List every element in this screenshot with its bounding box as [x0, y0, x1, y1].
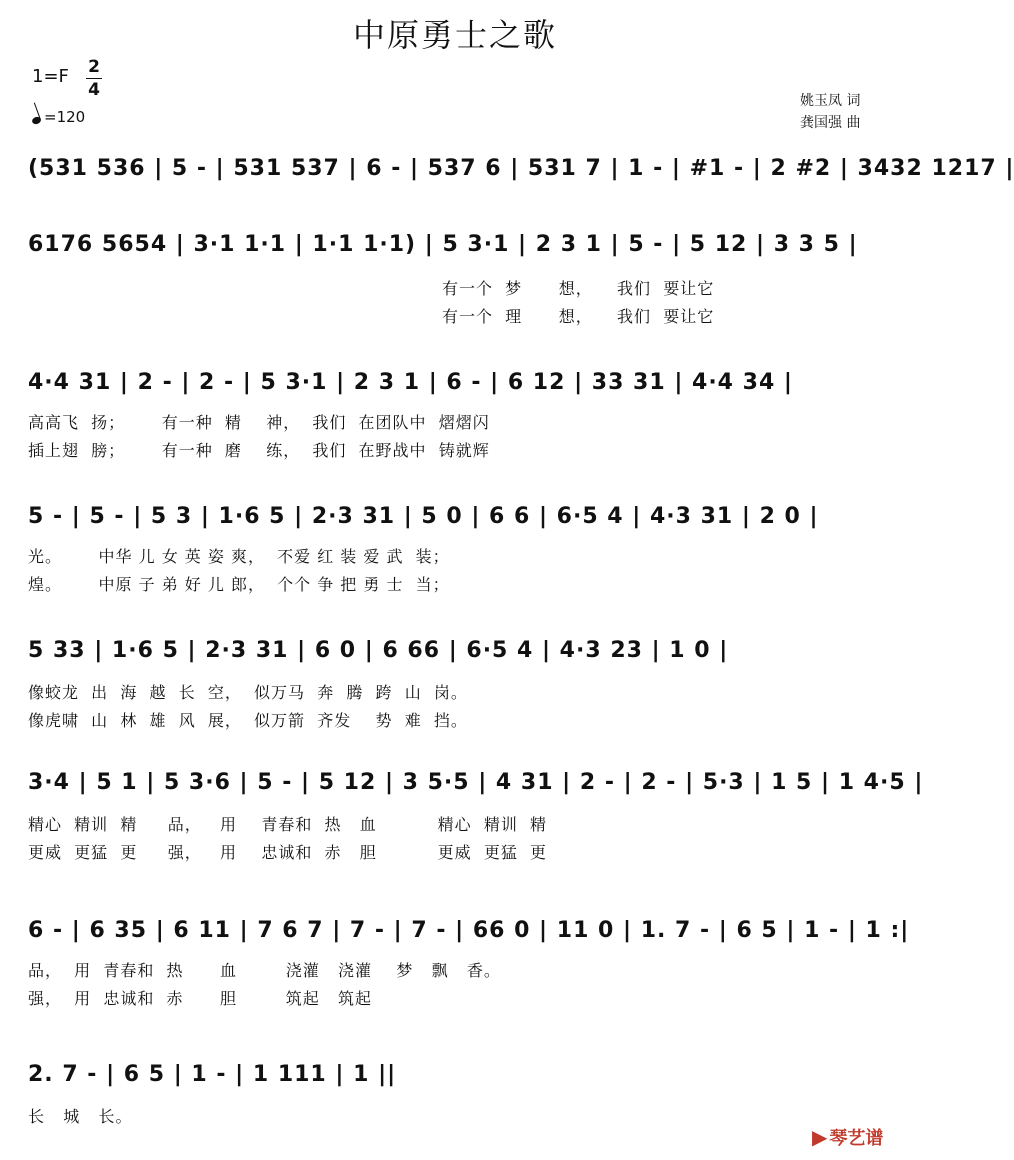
lyricist-credit: 姚玉凤 词 — [800, 93, 861, 109]
lyric-verse-1: 精心 精训 精 品， 用 青春和 热 血 精心 精训 精 — [28, 815, 548, 834]
lyric-verse-1: 品， 用 青春和 热 血 浇灌 浇灌 梦 飘 香。 — [28, 961, 501, 980]
melody-line: (531 536 | 5 - | 531 537 | 6 - | 537 6 | 531 7 | 1 - | #1 - | 2 #2 | 3432 1217 | — [28, 156, 1014, 181]
lyric-verse-1: 有一个 梦 想， 我们 要让它 — [442, 279, 715, 298]
song-title: 中原勇士之歌 — [352, 16, 557, 54]
lyric-verse-2: 像虎啸 山 林 雄 风 展， 似万箭 齐发 势 难 挡。 — [28, 711, 468, 730]
quarter-note-icon — [31, 116, 42, 126]
melody-line: 3·4 | 5 1 | 5 3·6 | 5 - | 5 12 | 3 5·5 | 4 31 | 2 - | 2 - | 5·3 | 1 5 | 1 4·5 | — [28, 770, 924, 795]
melody-line: 4·4 31 | 2 - | 2 - | 5 3·1 | 2 3 1 | 6 - | 6 12 | 33 31 | 4·4 34 | — [28, 370, 793, 395]
logo-icon: ▶ — [812, 1125, 828, 1149]
watermark-text: 琴艺谱 — [829, 1128, 884, 1149]
melody-line: 5 - | 5 - | 5 3 | 1·6 5 | 2·3 31 | 5 0 | 6 6 | 6·5 4 | 4·3 31 | 2 0 | — [28, 504, 819, 529]
key-signature: 1=F — [32, 66, 69, 87]
time-sig-top: 2 — [88, 57, 100, 77]
tempo-marking — [32, 108, 85, 126]
lyric-verse-1: 长 城 长。 — [28, 1107, 133, 1126]
time-signature — [86, 56, 102, 101]
lyric-verse-2: 插上翅 膀； 有一种 磨 练， 我们 在野战中 铸就辉 — [28, 441, 490, 460]
melody-line: 2. 7 - | 6 5 | 1 - | 1 111 | 1 || — [28, 1062, 397, 1087]
time-sig-bottom: 4 — [86, 78, 102, 101]
melody-line: 6176 5654 | 3·1 1·1 | 1·1 1·1) | 5 3·1 | 2 3 1 | 5 - | 5 12 | 3 3 5 | — [28, 232, 858, 257]
composer-credit: 龚国强 曲 — [800, 115, 861, 131]
watermark-logo — [812, 1124, 883, 1150]
lyric-verse-1: 光。 中华 儿 女 英 姿 爽， 不爱 红 装 爱 武 装； — [28, 547, 450, 566]
lyric-verse-2: 煌。 中原 子 弟 好 儿 郎， 个个 争 把 勇 士 当； — [28, 575, 450, 594]
lyric-verse-2: 有一个 理 想， 我们 要让它 — [442, 307, 715, 326]
tempo-value: =120 — [44, 108, 86, 126]
lyric-verse-1: 像蛟龙 出 海 越 长 空， 似万马 奔 腾 跨 山 岗。 — [28, 683, 468, 702]
lyric-verse-1: 高高飞 扬； 有一种 精 神， 我们 在团队中 熠熠闪 — [28, 413, 490, 432]
lyric-verse-2: 更威 更猛 更 强， 用 忠诚和 赤 胆 更威 更猛 更 — [28, 843, 548, 862]
lyric-verse-2: 强， 用 忠诚和 赤 胆 筑起 筑起 — [28, 989, 372, 1008]
melody-line: 6 - | 6 35 | 6 11 | 7 6 7 | 7 - | 7 - | 66 0 | 11 0 | 1. 7 - | 6 5 | 1 - | 1 :| — [28, 918, 910, 943]
melody-line: 5 33 | 1·6 5 | 2·3 31 | 6 0 | 6 66 | 6·5 4 | 4·3 23 | 1 0 | — [28, 638, 729, 663]
